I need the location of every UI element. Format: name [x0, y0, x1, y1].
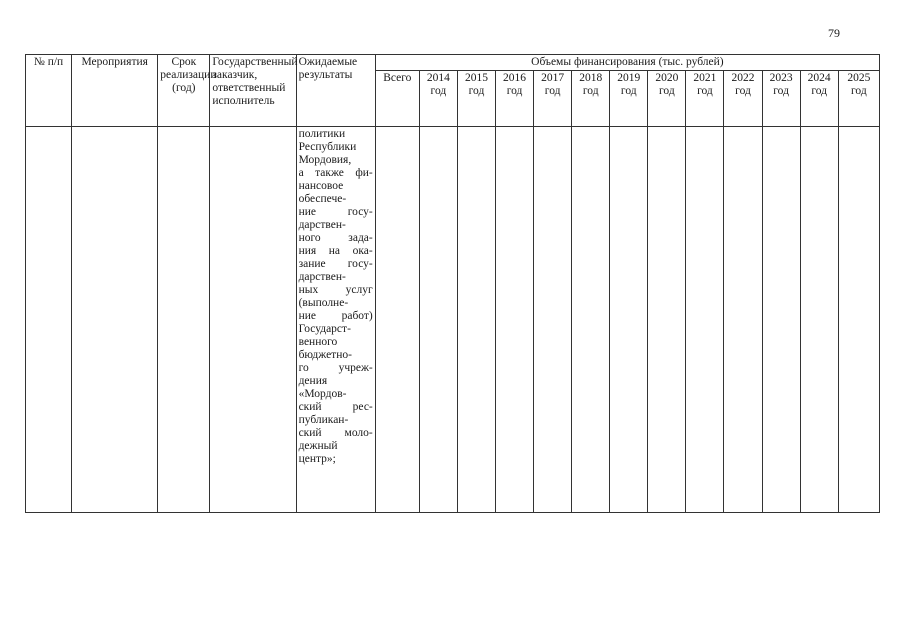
- results-line: дения: [298, 375, 328, 387]
- cell-year: [648, 127, 686, 513]
- header-year: 2014 год: [419, 71, 457, 127]
- results-line: (выполне-: [298, 297, 349, 309]
- results-line: ние госу-: [298, 206, 373, 218]
- cell-num: [26, 127, 72, 513]
- results-line: ного зада-: [298, 232, 373, 244]
- header-customer: Государственный заказчик, ответственный исполнитель: [210, 55, 296, 127]
- results-line: ние работ): [298, 310, 373, 322]
- cell-year: [724, 127, 762, 513]
- cell-year: [419, 127, 457, 513]
- results-line: дарствен-: [298, 271, 346, 283]
- results-line: политики: [298, 128, 346, 140]
- header-year: 2017 год: [534, 71, 572, 127]
- header-year: 2025 год: [838, 71, 879, 127]
- header-year: 2023 год: [762, 71, 800, 127]
- header-results: Ожидаемые результаты: [296, 55, 375, 127]
- cell-measures: [72, 127, 158, 513]
- cell-customer: [210, 127, 296, 513]
- header-year: 2022 год: [724, 71, 762, 127]
- cell-year: [610, 127, 648, 513]
- results-line: Республики: [298, 141, 357, 153]
- cell-year: [496, 127, 534, 513]
- results-line: Государст-: [298, 323, 351, 335]
- results-line: нансовое: [298, 180, 344, 192]
- results-line: центр»;: [298, 453, 336, 465]
- results-line: бюджетно-: [298, 349, 352, 361]
- header-year: 2020 год: [648, 71, 686, 127]
- cell-total: [375, 127, 419, 513]
- cell-year: [838, 127, 879, 513]
- header-financing: Объемы финансирования (тыс. рублей): [375, 55, 879, 71]
- header-total: Всего: [375, 71, 419, 127]
- results-line: дежный: [298, 440, 338, 452]
- header-year: 2021 год: [686, 71, 724, 127]
- header-num: № п/п: [26, 55, 72, 127]
- results-line: ский рес-: [298, 401, 373, 413]
- results-line: публикан-: [298, 414, 349, 426]
- results-line: го учреж-: [298, 362, 373, 374]
- financing-table: [25, 54, 880, 513]
- cell-results: [296, 127, 375, 513]
- results-line: обеспече-: [298, 193, 347, 205]
- cell-year: [534, 127, 572, 513]
- results-line: «Мордов-: [298, 388, 347, 400]
- results-line: дарствен-: [298, 219, 346, 231]
- results-line: ных услуг: [298, 284, 373, 296]
- cell-year: [572, 127, 610, 513]
- cell-year: [457, 127, 495, 513]
- results-line: Мордовия,: [298, 154, 352, 166]
- header-year: 2018 год: [572, 71, 610, 127]
- table-row: [26, 127, 880, 513]
- cell-year: [762, 127, 800, 513]
- page-number: 79: [828, 26, 840, 40]
- header-measures: Мероприятия: [72, 55, 158, 127]
- results-line: венного: [298, 336, 338, 348]
- header-year: 2015 год: [457, 71, 495, 127]
- header-year: 2019 год: [610, 71, 648, 127]
- cell-term: [158, 127, 210, 513]
- results-line: ский моло-: [298, 427, 373, 439]
- cell-year: [800, 127, 838, 513]
- header-term: Срок реализации (год): [158, 55, 210, 127]
- results-line: а также фи-: [298, 167, 373, 179]
- header-year: 2024 год: [800, 71, 838, 127]
- results-line: ния на ока-: [298, 245, 373, 257]
- results-line: зание госу-: [298, 258, 373, 270]
- header-year: 2016 год: [496, 71, 534, 127]
- cell-year: [686, 127, 724, 513]
